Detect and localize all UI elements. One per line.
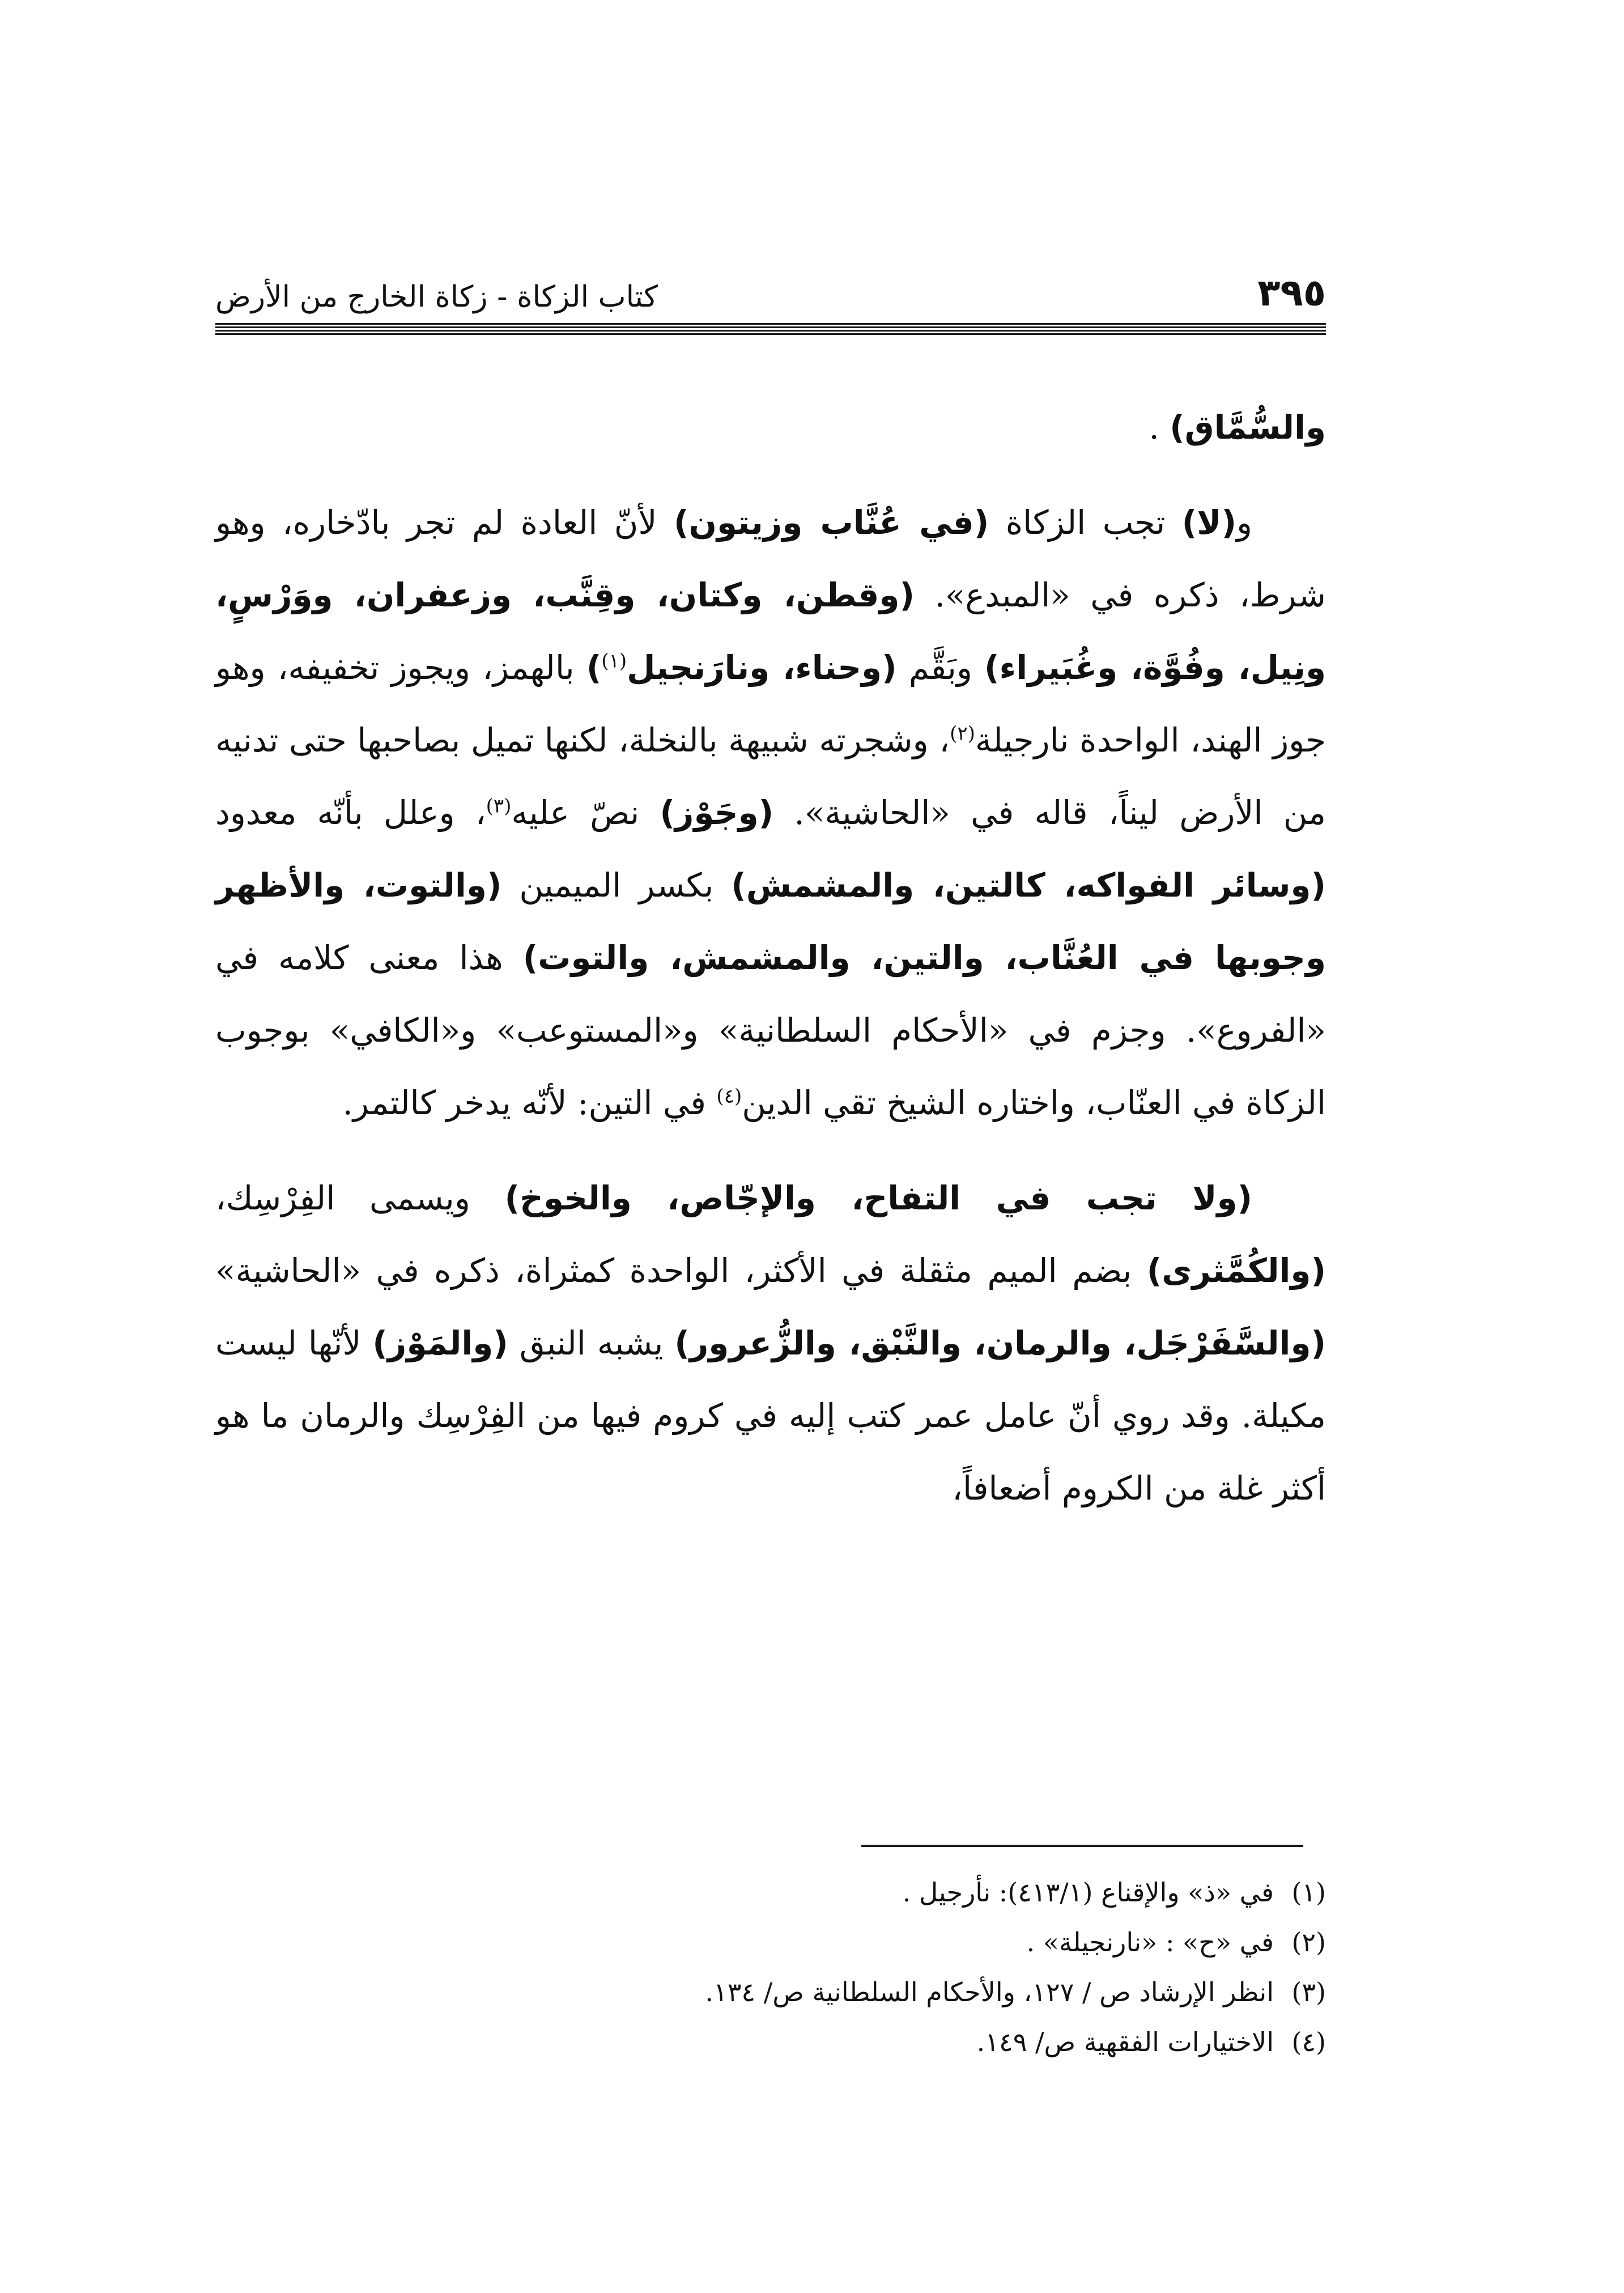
matn-text: (والمَوْز) — [372, 1324, 508, 1362]
main-text — [215, 391, 1326, 1525]
matn-text: (والتوت، والأظهر وجوبها في العُنَّاب، والتين، والمشمش، والتوت) — [215, 866, 1327, 977]
matn-text: والسُّمَّاق) — [1170, 408, 1326, 447]
matn-text: (والكُمَّثرى) — [1146, 1251, 1326, 1290]
page-number: ٣٩٥ — [1257, 271, 1326, 315]
sharh-text: بضم الميم مثقلة في الأكثر، الواحدة كمثراة، ذكره في «الحاشية» — [215, 1251, 1147, 1290]
matn-text: (وجَوْز) — [660, 793, 774, 832]
matn-text: (في عُنَّاب وزيتون) — [673, 503, 989, 542]
sharh-text: و — [1236, 503, 1252, 542]
matn-text: (لا) — [1181, 503, 1236, 542]
sharh-text: لأنّ العادة لم تجر بادّخاره، وهو شرط، ذكره في «المبدع». — [215, 503, 1326, 614]
footnote-text: في «ح» : «نارنجيلة» . — [1026, 1927, 1274, 1957]
footnote — [215, 1917, 1326, 1967]
sharh-text: في التين: لأنّه يدخر كالتمر. — [342, 1084, 717, 1122]
footnote-text: في «ذ» والإقناع (٤١٣/١): نأرجيل . — [902, 1877, 1274, 1908]
matn-text: (والسَّفَرْجَل، والرمان، والنَّبْق، والزُّعرور) — [674, 1324, 1327, 1362]
footnote-ref: (٢) — [950, 722, 975, 745]
footnotes — [215, 1867, 1326, 2067]
footnote-number: (٤) — [1291, 2027, 1326, 2057]
header-divider — [215, 323, 1326, 336]
footnote — [215, 2017, 1326, 2067]
paragraph — [215, 486, 1326, 1139]
matn-text: (وسائر الفواكه، كالتين، والمشمش) — [731, 866, 1326, 905]
page-header — [215, 249, 1326, 315]
footnote-number: (١) — [1291, 1877, 1326, 1908]
footnote-text: الاختيارات الفقهية ص/ ١٤٩. — [976, 2027, 1274, 2057]
matn-text: (ولا تجب في التفاح، والإجّاص، والخوخ) — [504, 1179, 1253, 1217]
sharh-text: يشبه النبق — [508, 1324, 675, 1362]
sharh-text: تجب الزكاة — [989, 503, 1182, 542]
sharh-text: بالهمز، ويجوز تخفيفه، وهو جوز الهند، الواحدة نارجيلة — [215, 648, 1327, 759]
sharh-text: ، وشجرته شبيهة بالنخلة، لكنها تميل بصاحبها حتى تدنيه من الأرض ليناً، قاله في «الحاشية». — [215, 721, 1326, 832]
sharh-text: لأنّها ليست مكيلة. وقد روي أنّ عامل عمر كتب إليه في كروم فيها من الفِرْسِك والرمان ما هو أكثر غلة من الكروم أضعافاً، — [215, 1324, 1326, 1508]
sharh-text: ويسمى الفِرْسِك، — [215, 1179, 505, 1217]
running-title: كتاب الزكاة - زكاة الخارج من الأرض — [215, 280, 658, 314]
sharh-text: بكسر الميمين — [501, 866, 732, 905]
footnote-ref: (٤) — [716, 1085, 742, 1108]
footnote-number: (٢) — [1291, 1927, 1326, 1957]
footnote-divider — [861, 1845, 1303, 1847]
paragraph — [215, 1162, 1326, 1525]
matn-text: ) — [586, 648, 602, 687]
footnote — [215, 1867, 1326, 1917]
sharh-text: وبَقَّم — [896, 648, 985, 687]
paragraph-continuation — [215, 391, 1326, 464]
sharh-text: . — [1149, 408, 1170, 447]
footnote-number: (٣) — [1291, 1977, 1326, 2007]
footnote-ref: (١) — [601, 649, 627, 673]
footnote-text: انظر الإرشاد ص / ١٢٧، والأحكام السلطانية ص/ ١٣٤. — [705, 1977, 1274, 2007]
footnote — [215, 1967, 1326, 2017]
footnote-ref: (٣) — [486, 795, 512, 818]
matn-text: (وحناء، ونارَنجيل — [627, 648, 897, 687]
matn-text: (وقطن، وكتان، وقِنَّب، وزعفران، ووَرْسٍ، ونِيل، وفُوَّة، وغُبَيراء) — [215, 576, 1327, 687]
sharh-text: ، وعلل بأنّه معدود — [215, 793, 486, 832]
sharh-text: هذا معنى كلامه في «الفروع». وجزم في «الأحكام السلطانية» و«المستوعب» و«الكافي» بوجوب الزكاة في العنّاب، واختاره الشيخ تقي الدين — [215, 939, 1326, 1122]
sharh-text: نصّ عليه — [511, 793, 660, 832]
